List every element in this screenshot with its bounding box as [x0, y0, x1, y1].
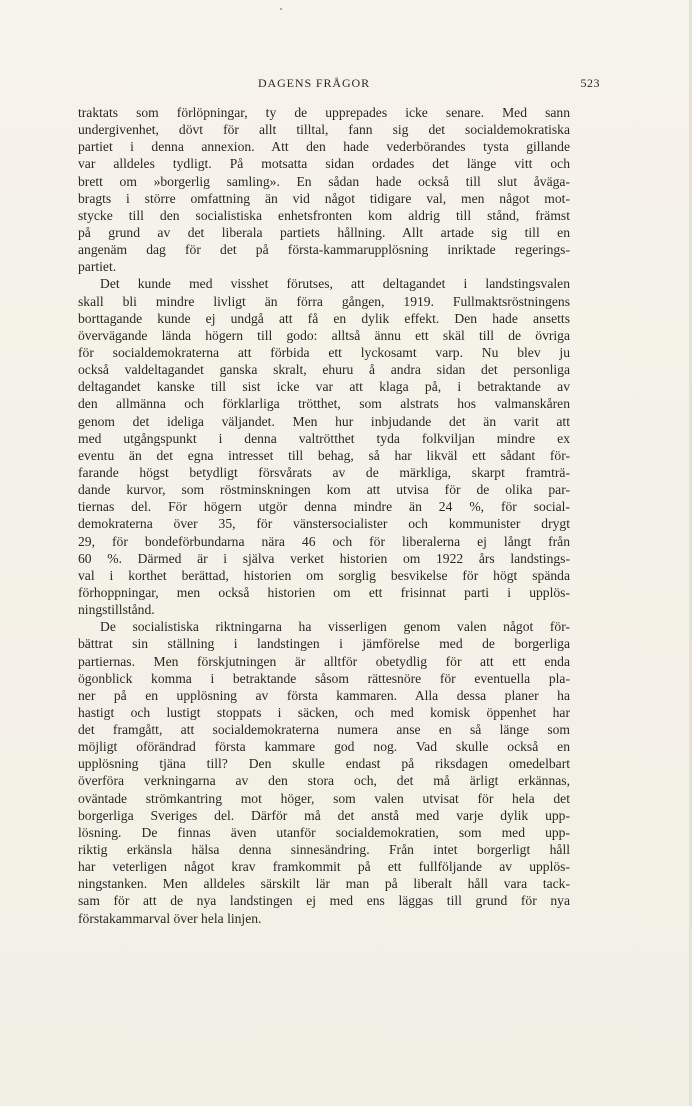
text-line: på grund av det liberala partiets hållning. Allt artade sig till en: [78, 224, 570, 240]
text-line: dande kurvor, som röstminskningen kom att utvisa för de olika par-: [78, 482, 570, 498]
text-line: stycke till den socialistiska enhetsfronten kom aldrig till stånd, främst: [78, 207, 570, 223]
text-line: De socialistiska riktningarna ha visserligen genom valen något för-: [100, 619, 570, 635]
text-line: möjligt oförändrad första kammare god nog. Vad skulle också en: [78, 739, 570, 755]
text-line: farande högst betydligt försvårats av de märkliga, skarpt framträ-: [78, 464, 570, 480]
text-line: sam för att de nya landstingen ej med ens läggas till grund för nya: [78, 893, 570, 909]
text-line: eventu än det egna intresset till behag, så har likväl ett sådant för-: [78, 447, 570, 463]
text-line: den allmänna och förklarliga trötthet, som alstrats hos valmanskåren: [78, 396, 570, 412]
text-line: oväntade strömkantring mot höger, som valen utvisat för hela det: [78, 790, 570, 806]
text-line: ögonblick komma i betraktande såsom rättesnöre för eventuella pla-: [78, 670, 570, 686]
running-title: DAGENS FRÅGOR: [257, 76, 371, 90]
text-line: lösning. De finnas även utanför socialdemokratien, som med upp-: [78, 824, 570, 840]
text-line: val i korthet berättad, historien om sorglig besvikelse för högt spända: [78, 567, 570, 583]
text-line: partiet i denna annexion. Att den hade vederbörandes tysta gillande: [78, 139, 570, 155]
text-line: 29, för bondeförbundarna nära 46 och för liberalerna ej långt från: [78, 533, 570, 549]
paragraph-2: [78, 275, 570, 618]
text-line: demokraterna över 35, för vänstersocialister och kommunister drygt: [78, 516, 570, 532]
body-text: [78, 104, 570, 927]
text-line: angenäm dag för det på första-kammarupplösning inriktade regerings-: [78, 242, 570, 258]
text-line: skall bli mindre livligt än förra gången, 1919. Fullmaktsröstningens: [78, 293, 570, 309]
text-line: övervägande lända högern till godo: alltså ännu ett skäl till de övriga: [78, 327, 570, 343]
text-line: bragts i större omfattning än vid något tidigare val, men något mot-: [78, 190, 570, 206]
text-line: 60 %. Därmed är i själva verket historien om 1922 års landstings-: [78, 550, 570, 566]
paragraph-1: [78, 104, 570, 275]
text-line: upplösning tjäna till? Den skulle endast på riksdagen omedelbart: [78, 756, 570, 772]
text-line: genom det ideliga väljandet. Men hur inbjudande det än varit att: [78, 413, 570, 429]
text-line: borgerliga Sveriges del. Därför må det anstå med varje dylik upp-: [78, 807, 570, 823]
text-line: partiernas. Men förskjutningen är alltför obetydlig för att ett enda: [78, 653, 570, 669]
text-line: partiet.: [78, 259, 117, 275]
running-header: [0, 74, 692, 94]
text-line: hastigt och lustigt stoppats i säcken, och med komisk öppenhet har: [78, 704, 570, 720]
paragraph-3: [78, 618, 570, 927]
text-line: borttagande kunde ej undgå att få en dylik effekt. Den hade ansetts: [78, 310, 570, 326]
text-line: för socialdemokraterna att förbida ett lyckosamt varp. Nu blev ju: [78, 344, 570, 360]
text-line: ner på en upplösning av första kammaren. Alla dessa planer ha: [78, 687, 570, 703]
text-line: undergivenhet, dövt för allt tilltal, fann sig det socialdemokratiska: [78, 122, 570, 138]
text-line: traktats som förlöpningar, ty de upprepades icke senare. Med sann: [78, 105, 570, 120]
text-line: förstakammarval över hela linjen.: [78, 910, 262, 926]
text-line: med utgångspunkt i denna valtrötthet tyda folkviljan mindre ex: [78, 430, 570, 446]
text-line: ningstillstånd.: [78, 602, 155, 618]
text-line: bättrat sin ställning i landstingen i jämförelse med de borgerliga: [78, 636, 570, 652]
text-line: överföra verkningarna av den stora och, det må ärligt erkännas,: [78, 773, 570, 789]
text-line: tiernas del. För högern utgör denna mindre än 24 %, för social-: [78, 499, 570, 515]
text-line: förhoppningar, men också historien om ett frisinnat parti i upplös-: [78, 584, 570, 600]
page-number: 523: [580, 76, 600, 90]
text-line: riktig erkänsla hälsa denna sinnesändring. Från intet borgerligt håll: [78, 842, 570, 858]
text-line: deltagandet kanske till sist icke var att klaga på, i betraktande av: [78, 379, 570, 395]
text-line: var alldeles tydligt. På motsatta sidan ordades det länge vitt och: [78, 156, 570, 172]
text-line: brett om »borgerlig samling». En sådan hade också till slut åväga-: [78, 173, 570, 189]
text-line: det framgått, att socialdemokraterna numera anse en så länge som: [78, 722, 570, 738]
text-line: Det kunde med visshet förutses, att deltagandet i landstingsvalen: [100, 276, 570, 292]
text-line: ningstanken. Men alldeles särskilt lär man på liberalt håll vara tack-: [78, 876, 570, 892]
text-line: har veterligen något krav framkommit på ett fullföljande av upplös-: [78, 859, 570, 875]
paper-speck: [280, 8, 282, 10]
text-line: också valdeltagandet ganska skralt, ehuru å andra sidan det personliga: [78, 362, 570, 378]
